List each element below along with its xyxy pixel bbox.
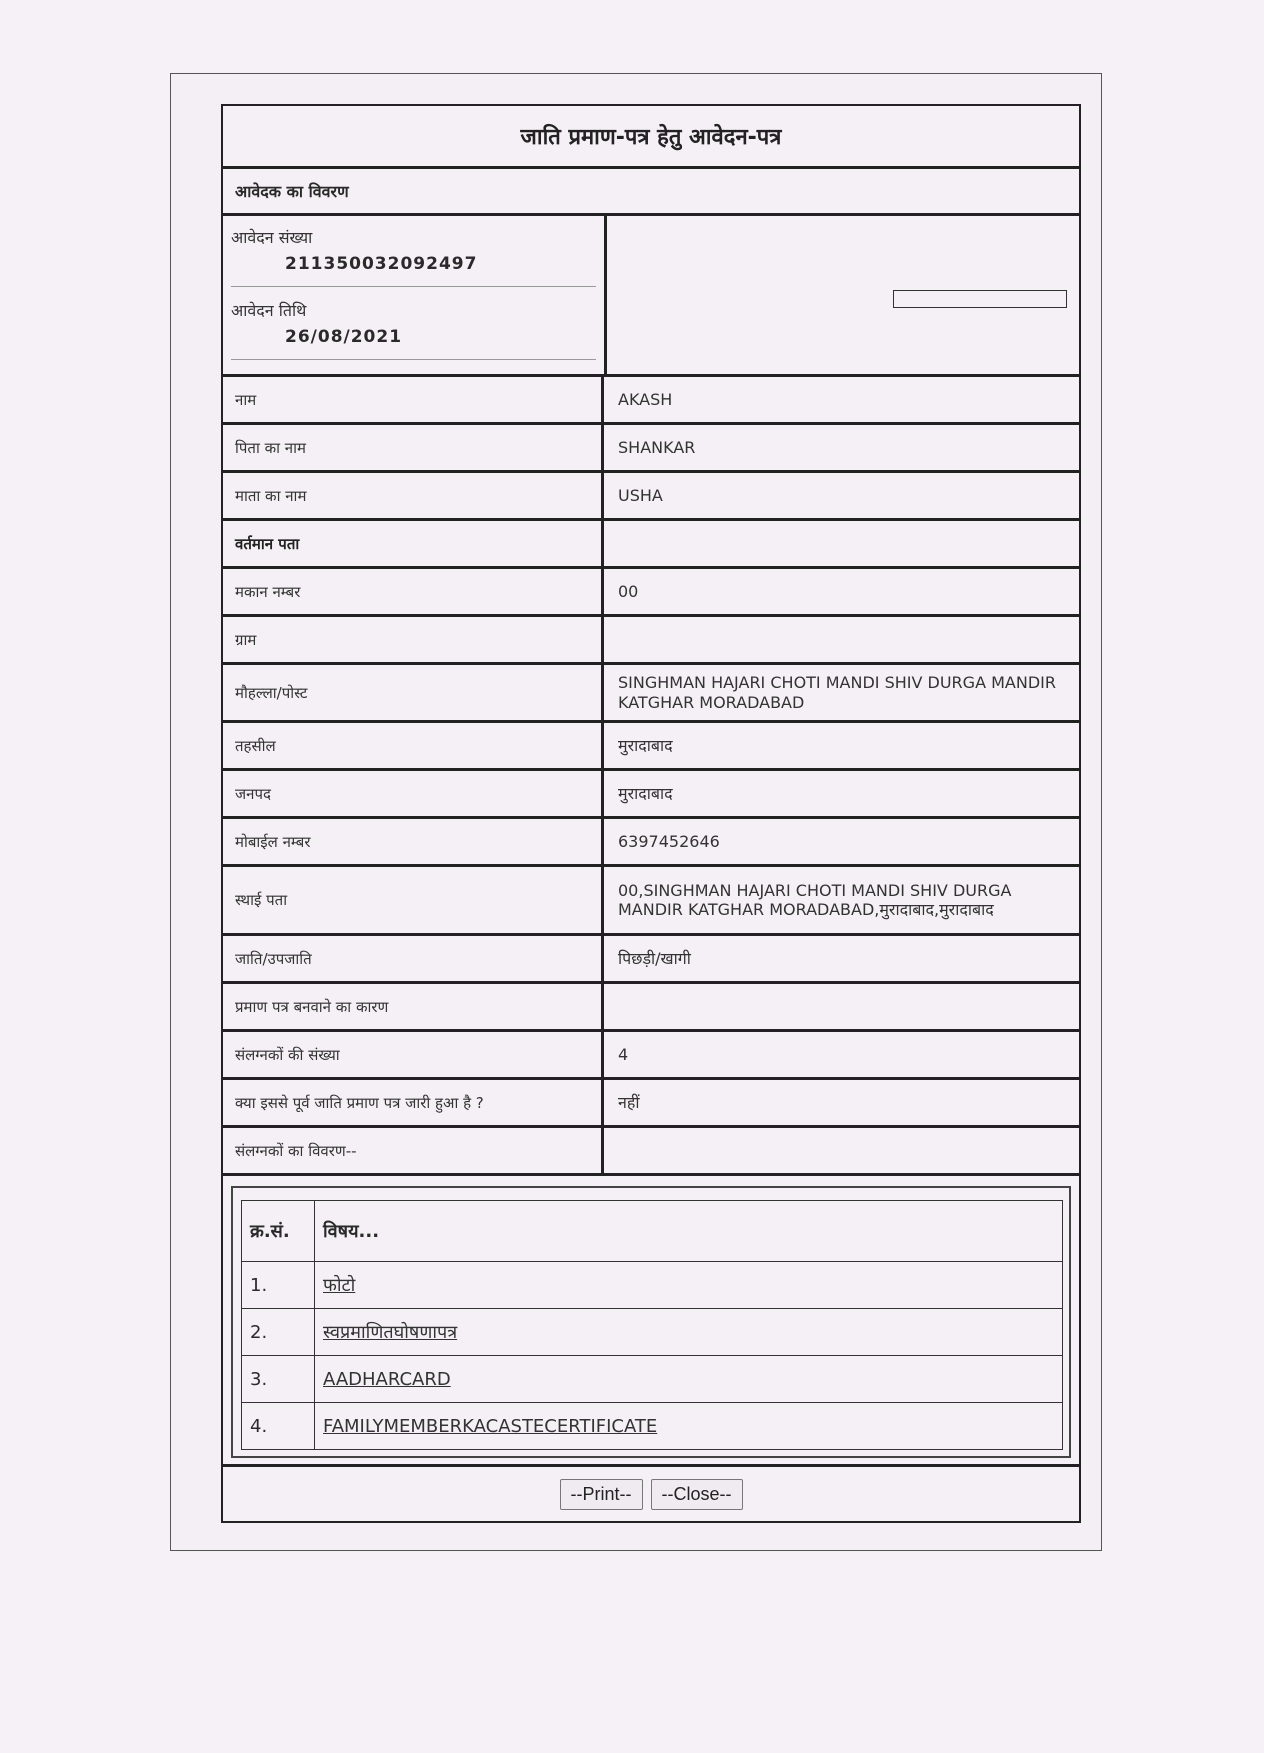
field-label: जनपद [223,771,604,816]
field-value: 6397452646 [618,831,720,851]
serial-cell: 2. [242,1309,315,1356]
subject-cell [315,1262,1063,1309]
photo-area [607,216,1079,374]
field-label: मोबाईल नम्बर [223,819,604,864]
field-row-house-number [223,569,1079,617]
photo-placeholder [893,290,1067,308]
field-label: मकान नम्बर [223,569,604,614]
field-row-current-address [223,521,1079,569]
field-label: स्थाई पता [223,867,604,933]
field-label: मौहल्ला/पोस्ट [223,665,604,720]
attachments-table [241,1200,1063,1450]
serial-cell: 4. [242,1403,315,1450]
field-label: नाम [223,377,604,422]
divider [231,359,596,360]
table-row [242,1309,1063,1356]
field-value: USHA [618,485,663,505]
serial-cell: 3. [242,1356,315,1403]
field-label: संलग्नकों का विवरण-- [223,1128,604,1173]
table-header-row [242,1201,1063,1262]
field-row-previous-certificate [223,1080,1079,1128]
field-value: मुरादाबाद [618,783,673,803]
column-header-subject: विषय... [315,1201,1063,1262]
field-value: AKASH [618,389,673,409]
field-label: पिता का नाम [223,425,604,470]
divider [231,286,596,287]
field-label: जाति/उपजाति [223,936,604,981]
field-row-father-name [223,425,1079,473]
printed-page [170,73,1102,1551]
field-label: क्या इससे पूर्व जाति प्रमाण पत्र जारी हुआ है ? [223,1080,604,1125]
field-value: 4 [618,1044,629,1064]
application-date: 26/08/2021 [285,327,403,347]
field-value [604,617,1079,662]
field-row-mobile [223,819,1079,867]
field-value: 00,SINGHMAN HAJARI CHOTI MANDI SHIV DURGA MANDIR KATGHAR MORADABAD,मुरादाबाद,मुरादाबाद [618,880,1012,919]
form-title: जाति प्रमाण-पत्र हेतु आवेदन-पत्र [223,106,1079,169]
application-info [223,216,1079,377]
field-value [604,1128,1079,1173]
field-label: माता का नाम [223,473,604,518]
field-value: पिछड़ी/खागी [618,948,691,968]
field-value: SINGHMAN HAJARI CHOTI MANDI SHIV DURGA MANDIR KATGHAR MORADABAD [618,673,1056,712]
attachment-link-family-caste-certificate[interactable]: FAMILYMEMBERKACASTECERTIFICATE [323,1415,658,1437]
field-row-caste [223,936,1079,984]
field-row-name [223,377,1079,425]
subject-cell [315,1403,1063,1450]
field-label: तहसील [223,723,604,768]
field-label: ग्राम [223,617,604,662]
section-applicant-details: आवेदक का विवरण [223,169,1079,216]
field-row-mother-name [223,473,1079,521]
table-row [242,1356,1063,1403]
field-value: 00 [618,581,639,601]
field-row-permanent-address [223,867,1079,936]
serial-cell: 1. [242,1262,315,1309]
field-row-attachment-details [223,1128,1079,1176]
field-row-locality [223,665,1079,723]
field-label: प्रमाण पत्र बनवाने का कारण [223,984,604,1029]
button-bar [223,1467,1079,1521]
subject-cell [315,1356,1063,1403]
print-button[interactable]: --Print-- [560,1479,643,1510]
application-number-label: आवेदन संख्या [231,228,313,247]
field-value: मुरादाबाद [618,735,673,755]
attachment-link-aadhar[interactable]: AADHARCARD [323,1368,451,1390]
field-row-attachment-count [223,1032,1079,1080]
close-button[interactable]: --Close-- [651,1479,743,1510]
field-row-district [223,771,1079,819]
field-value [604,984,1079,1029]
field-row-tehsil [223,723,1079,771]
attachments-section [223,1176,1079,1467]
attachment-link-photo[interactable]: फोटो [323,1275,356,1296]
application-info-left [223,216,607,374]
field-value: SHANKAR [618,437,696,457]
field-label: संलग्नकों की संख्या [223,1032,604,1077]
table-row [242,1403,1063,1450]
attachments-frame [231,1186,1071,1458]
column-header-serial: क्र.सं. [242,1201,315,1262]
subject-cell [315,1309,1063,1356]
application-date-label: आवेदन तिथि [231,301,307,320]
field-label: वर्तमान पता [223,521,604,566]
field-value: नहीं [618,1092,640,1112]
application-number: 211350032092497 [285,254,478,274]
field-row-village [223,617,1079,665]
field-value [604,521,1079,566]
field-row-reason [223,984,1079,1032]
table-row [242,1262,1063,1309]
attachment-link-self-declaration[interactable]: स्वप्रमाणितघोषणापत्र [323,1322,458,1343]
application-form [221,104,1081,1523]
